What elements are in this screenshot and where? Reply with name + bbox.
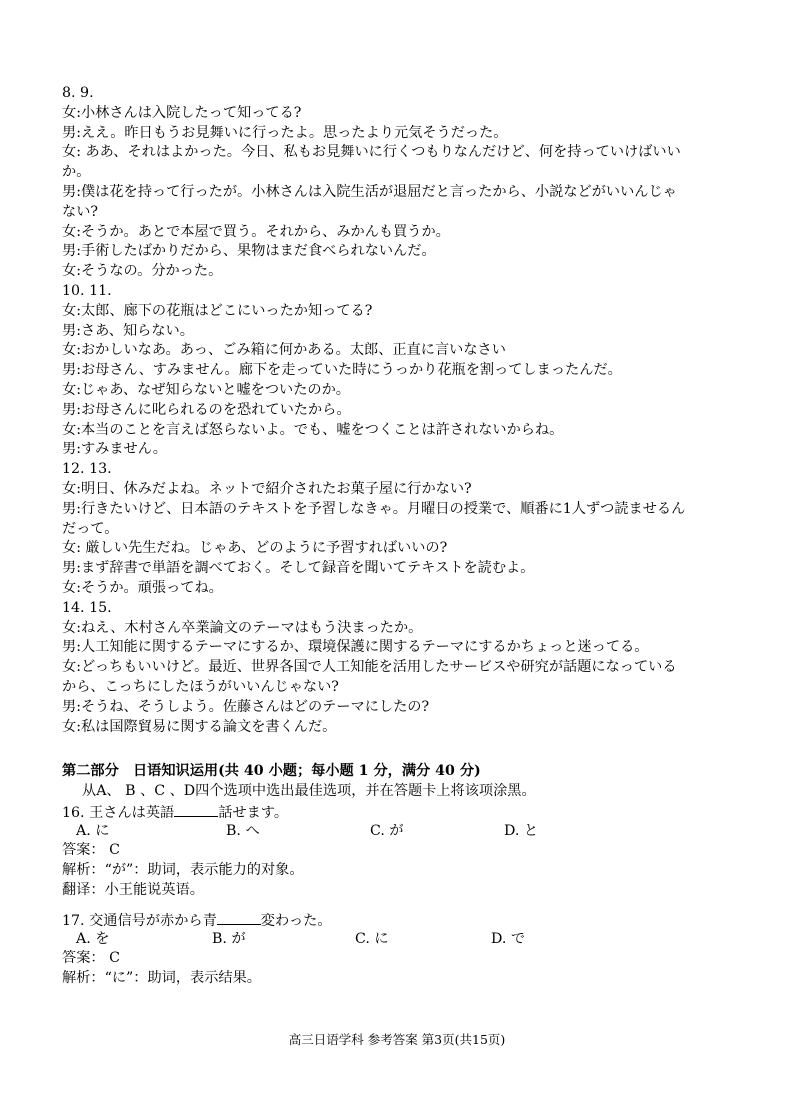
dialogue-line: 女:明日、休みだよね。ネットで紹介されたお菓子屋に行かない?	[62, 480, 472, 497]
dialogue-line: から、こっちにしたほうがいいんじゃない?	[62, 678, 339, 695]
dialogue-line: 女:ねえ、木村さん卒業論文のテーマはもう決まったか。	[62, 619, 423, 636]
analysis-line: 解析：“に”：助词，表示结果。	[62, 970, 261, 987]
option-a: A. に	[76, 822, 110, 839]
dialogue-line: 女:そうか。あとで本屋で買う。それから、みかんも買うか。	[62, 223, 450, 240]
translation-line: 翻译：小王能说英语。	[62, 882, 204, 899]
dialogue-10-11	[62, 282, 742, 460]
question-16	[62, 802, 742, 901]
dialogue-line: 男:そうね、そうしよう。佐藤さんはどのテーマにしたの?	[62, 698, 430, 715]
dialogue-line: 女:どっちもいいけど。最近、世界各国で人工知能を活用したサービスや研究が話題になっている	[62, 659, 677, 676]
answer-line: 答案： C	[62, 950, 120, 967]
dialogue-line: 男:お母さんに叱られるのを恐れていたから。	[62, 401, 351, 418]
dialogue-line: 女:おかしいなあ。あっ、ごみ箱に何かある。太郎、正直に言いなさい	[62, 342, 506, 359]
dialogue-line: 男:まず辞書で単語を調べておく。そして録音を聞いてテキストを読むよ。	[62, 560, 535, 577]
dialogue-label: 10. 11.	[62, 282, 112, 299]
dialogue-line: 男:人工知能に関するテーマにするか、環境保護に関するテーマにするかちょっと迷ってる。	[62, 639, 649, 656]
dialogue-line: 男:ええ。昨日もうお見舞いに行ったよ。思ったより元気そうだった。	[62, 124, 508, 141]
dialogue-line: 女:太郎、廊下の花瓶はどこにいったか知ってる?	[62, 302, 373, 319]
question-17	[62, 910, 742, 989]
dialogue-line: 女:本当のことを言えば怒らないよ。でも、嘘をつくことは許されないからね。	[62, 421, 564, 438]
dialogue-line: だって。	[62, 520, 119, 537]
dialogue-line: 女:小林さんは入院したって知ってる?	[62, 104, 302, 121]
option-c: C. が	[370, 822, 404, 839]
dialogue-line: 男:僕は花を持って行ったが。小林さんは入院生活が退屈だと言ったから、小説などがいいんじゃ	[62, 183, 677, 200]
dialogue-line: ない?	[62, 203, 98, 220]
dialogue-line: 女:私は国際貿易に関する論文を書くんだ。	[62, 718, 337, 735]
option-a: A. を	[76, 930, 110, 947]
dialogue-line: 女:そうか。頑張ってね。	[62, 579, 223, 596]
section-instruction: 从A、 B 、C 、D四个选项中选出最佳选项，并在答题卡上将该项涂黑。	[82, 783, 536, 800]
dialogue-label: 14. 15.	[62, 599, 112, 616]
stem-before: 17. 交通信号が赤から青	[62, 912, 217, 929]
question-stem	[62, 802, 742, 822]
option-d: D. と	[504, 822, 539, 839]
question-options	[62, 930, 742, 950]
dialogue-line: 女:そうなの。分かった。	[62, 263, 223, 280]
section-title: 第二部分 日语知识运用(共 40 小题；每小题 1 分，满分 40 分)	[62, 763, 481, 780]
dialogue-line: 男:さあ、知らない。	[62, 322, 194, 339]
dialogue-8-9	[62, 84, 742, 282]
dialogue-line: 男:すみません。	[62, 441, 167, 458]
dialogue-line: 女: 厳しい先生だね。じゃあ、どのように予習すればいいの?	[62, 540, 448, 557]
dialogue-line: 女:じゃあ、なぜ知らないと嘘をついたのか。	[62, 381, 350, 398]
stem-before: 16. 王さんは英語	[62, 804, 175, 821]
answer-line: 答案： C	[62, 842, 120, 859]
analysis-line: 解析：“が”：助词，表示能力的对象。	[62, 862, 304, 879]
dialogue-12-13	[62, 460, 742, 599]
dialogue-line: 男:手術したばかりだから、果物はまだ食べられないんだ。	[62, 243, 436, 260]
question-stem	[62, 910, 742, 930]
stem-after: 話せます。	[218, 804, 289, 821]
dialogue-line: 女: ああ、それはよかった。今日、私もお見舞いに行くつもりなんだけど、何を持っていけばいい	[62, 144, 681, 161]
dialogue-14-15	[62, 599, 742, 738]
option-b: B. へ	[226, 822, 260, 839]
answer-blank	[174, 802, 218, 817]
dialogue-label: 12. 13.	[62, 461, 112, 478]
option-c: C. に	[355, 930, 389, 947]
dialogue-line: か。	[62, 164, 91, 181]
option-b: B. が	[212, 930, 246, 947]
dialogue-line: 男:お母さん、すみません。廊下を走っていた時にうっかり花瓶を割ってしまったんだ。	[62, 362, 622, 379]
question-options	[62, 822, 742, 842]
dialogue-line: 男:行きたいけど、日本語のテキストを予習しなきゃ。月曜日の授業で、順番に1人ずつ読ませるん	[62, 500, 686, 517]
option-d: D. で	[491, 930, 526, 947]
answer-blank	[217, 910, 261, 925]
dialogue-label: 8. 9.	[62, 85, 94, 101]
answer-key-page	[62, 84, 742, 989]
stem-after: 変わった。	[260, 912, 332, 929]
page-footer: 高三日语学科 参考答案 第3页(共15页)	[288, 1032, 506, 1047]
